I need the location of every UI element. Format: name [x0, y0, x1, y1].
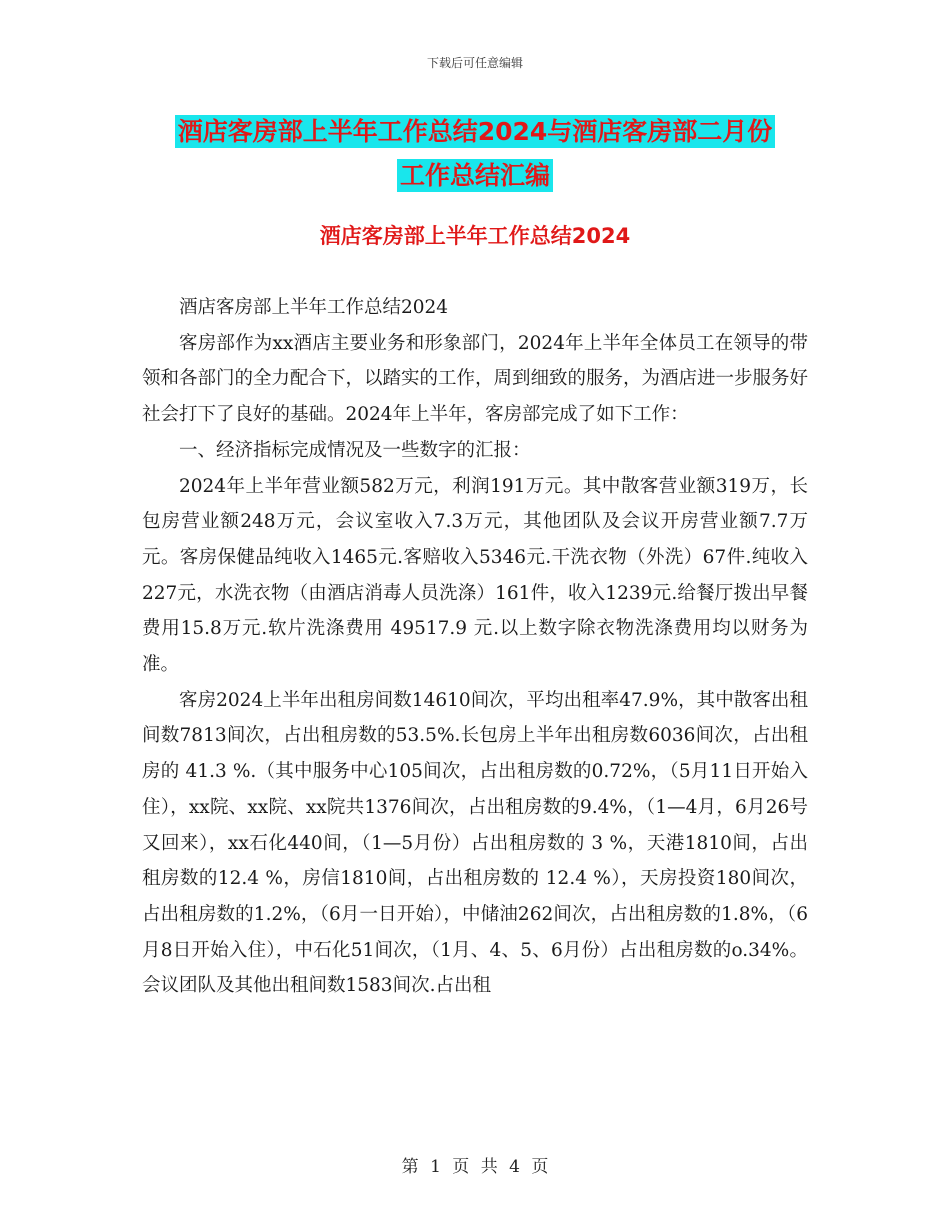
header-note: 下载后可任意编辑	[426, 56, 523, 70]
paragraph: 2024年上半年营业额582万元，利润191万元。其中散客营业额319万，长包房营业额248万元，会议室收入7.3万元，其他团队及会议开房营业额7.7万元。客房保健品纯收入1465元.客赔收入5346元.干洗衣物（外洗）67件.纯收入227元，水洗衣物（由酒店消毒人员洗涤）161件，收入1239元.给餐厅拨出早餐费用15.8万元.软片洗涤费用 49517.9 元.以上数字除衣物洗涤费用均以财务为准。	[142, 475, 808, 676]
document-title-line-2: 工作总结汇编	[397, 159, 553, 192]
paragraph: 客房2024上半年出租房间数14610间次，平均出租率47.9%，其中散客出租间数7813间次，占出租房数的53.5%.长包房上半年出租房数6036间次，占出租房的 41.3 %.（其中服务中心105间次，占出租房数的0.72%，（5月11日开始入住），xx院、xx院、xx院共1376间次，占出租房数的9.4%，（1—4月，6月26号又回来），xx石化440间，（1—5月份）占出租房数的 3 %，天港1810间，占出租房数的12.4 %，房信1810间，占出租房数的 12.4 %），天房投资180间次，占出租房数的1.2%，（6月一日开始），中储油262间次，占出租房数的1.8%，（6月8日开始入住），中石化51间次，（1月、4、5、6月份）占出租房数的o.34%。会议团队及其他出租间数1583间次.占出租	[142, 689, 808, 997]
document-title-line-1: 酒店客房部上半年工作总结2024与酒店客房部二月份	[175, 115, 776, 148]
section-title: 酒店客房部上半年工作总结2024	[319, 224, 631, 248]
document-body	[142, 290, 808, 1004]
paragraph: 一、经济指标完成情况及一些数字的汇报：	[179, 439, 531, 461]
document-title	[0, 110, 950, 198]
paragraph: 客房部作为xx酒店主要业务和形象部门，2024年上半年全体员工在领导的带领和各部门的全力配合下，以踏实的工作，周到细致的服务，为酒店进一步服务好社会打下了良好的基础。2024年上半年，客房部完成了如下工作：	[142, 332, 809, 426]
page-footer: 第 1 页 共 4 页	[401, 1157, 549, 1177]
paragraph: 酒店客房部上半年工作总结2024	[179, 297, 449, 318]
